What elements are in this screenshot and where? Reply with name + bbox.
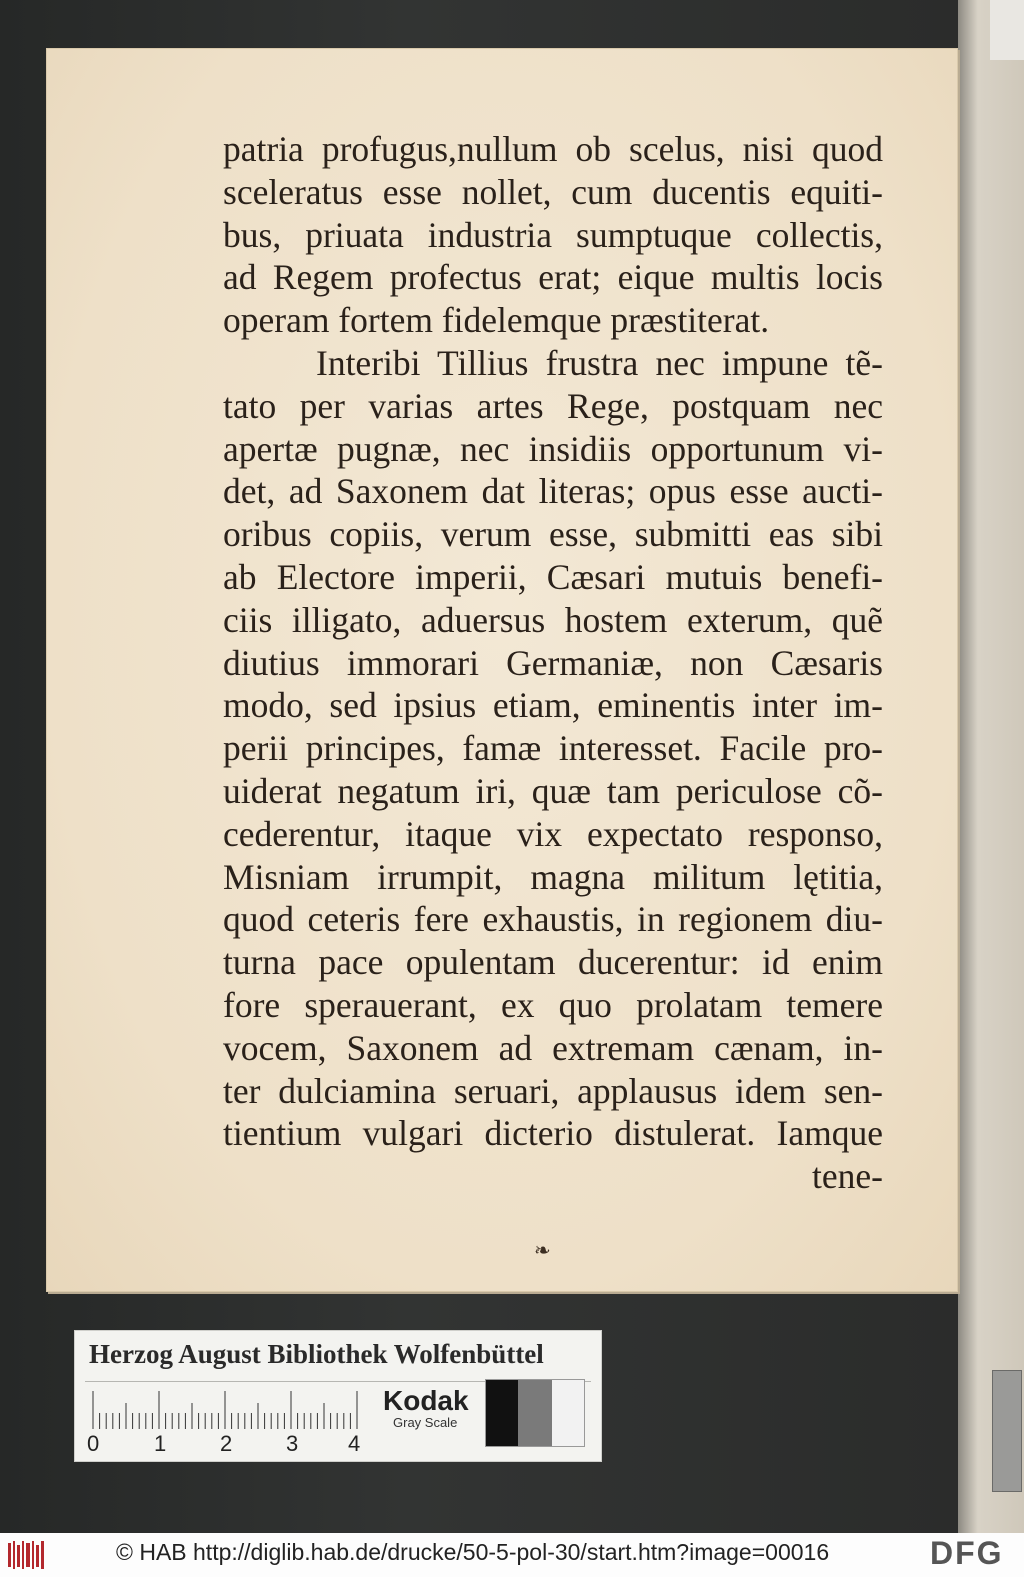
black-swatch [486,1380,518,1446]
scale-number: 0 [87,1431,100,1456]
text-line: patria profugus,nullum ob scelus, nisi quod [223,129,883,169]
text-line: perii principes, famæ interesset. Facile pro- [223,728,883,769]
text-line: tato per varias artes Rege, postquam nec [223,385,883,426]
text-line: quod ceteris fere exhaustis, in regionem diu- [223,899,883,940]
text-line: uiderat negatum iri, quæ tam periculose cõ- [223,770,883,811]
adjacent-page-edge [958,0,1024,1533]
scale-number: 1 [154,1431,167,1456]
text-line: modo, sed ipsius etiam, eminentis inter im- [223,685,883,726]
color-calibration-card [74,1330,602,1462]
gray-swatch [518,1380,552,1446]
barcode-icon [8,1539,46,1571]
source-credit: © HAB http://diglib.hab.de/drucke/50-5-pol-30/start.htm?image=00016 [116,1539,830,1565]
text-line: det, ad Saxonem dat literas; opus esse aucti- [223,471,883,512]
gray-swatches [485,1379,585,1447]
text-line: oribus copiis, verum esse, submitti eas sibi [223,514,883,555]
text-line: operam fortem fidelemque præstiterat. [223,300,770,341]
kodak-brand: Kodak [383,1385,469,1416]
text-line: turna pace opulentam ducerentur: id enim [223,942,883,983]
text-line: fore sperauerant, ex quo prolatam temere [223,984,883,1025]
catchword: tene- [812,1156,883,1197]
text-line: ciis illigato, aduersus hostem exterum, quẽ [223,599,883,640]
page-text [223,128,883,1198]
text-line: sceleratus esse nollet, cum ducentis equiti- [223,171,883,212]
scale-number: 2 [220,1431,233,1456]
page-ornament: ❧ [534,1238,551,1262]
text-line: diutius immorari Germaniæ, non Cæsaris [223,642,883,683]
text-line: tientium vulgari dicterio distulerat. Iamque [223,1113,883,1154]
text-line: ad Regem profectus erat; eique multis locis [223,257,883,298]
adjacent-page-corner [990,0,1024,60]
text-line: vocem, Saxonem ad extremam cænam, in- [223,1027,883,1068]
adjacent-card-edge [992,1370,1022,1492]
footer-bar [0,1533,1024,1577]
text-line: Interibi Tillius frustra nec impune tẽ- [316,342,883,383]
text-line: ab Electore imperii, Cæsari mutuis benefi- [223,556,883,597]
white-swatch [552,1380,584,1446]
scale-number: 4 [348,1431,361,1456]
text-line: apertæ pugnæ, nec insidiis opportunum vi- [223,428,883,469]
text-line: bus, priuata industria sumptuque collectis, [223,214,883,255]
scale-number: 3 [286,1431,299,1456]
text-line: Misniam irrumpit, magna militum lętitia, [223,856,883,897]
text-line: cederentur, itaque vix expectato responso, [223,813,883,854]
gray-scale-label: Gray Scale [393,1415,458,1430]
library-name: Herzog August Bibliothek Wolfenbüttel [89,1339,544,1369]
text-line: ter dulciamina seruari, applausus idem sen- [223,1070,883,1111]
ruler-scale [91,1389,361,1429]
dfg-logo: DFG [930,1535,1004,1571]
